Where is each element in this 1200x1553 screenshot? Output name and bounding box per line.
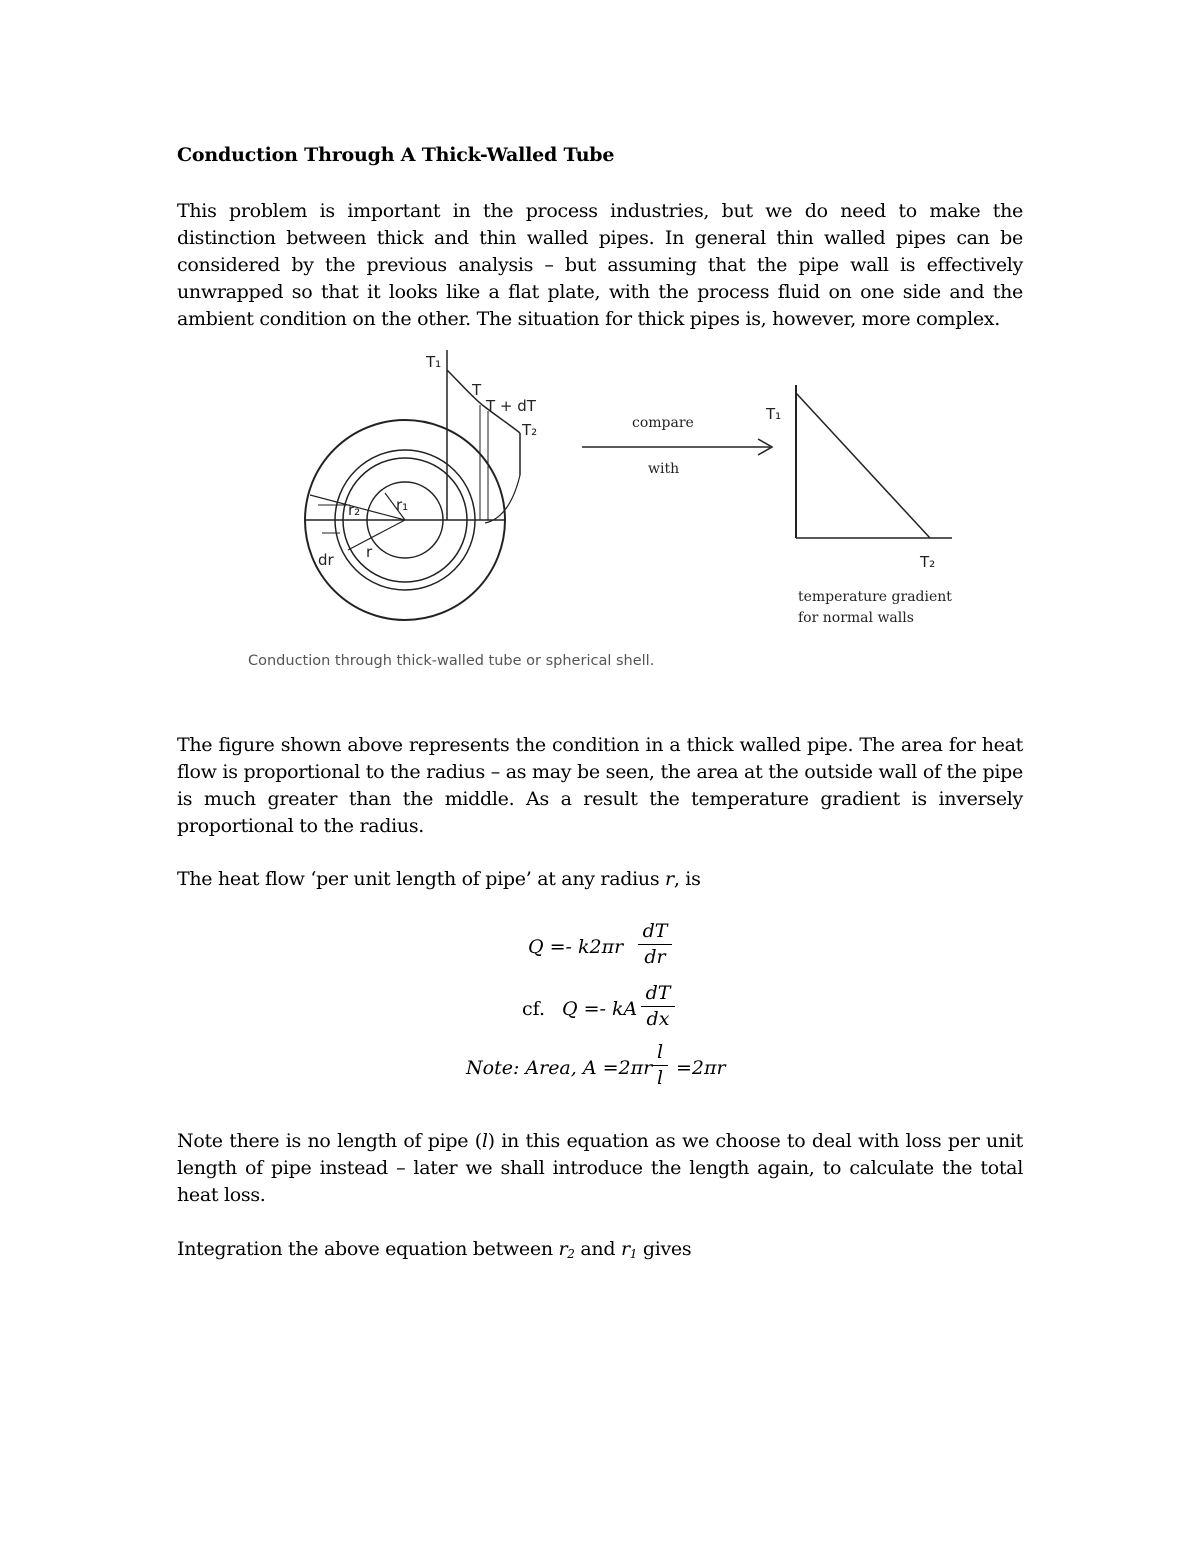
fraction-l-l: l l — [652, 1040, 668, 1091]
label-compare: compare — [632, 415, 694, 431]
note-length-paragraph: Note there is no length of pipe (l) in this equation as we choose to deal with loss per unit length of pipe instead – later we shall introduce the length again, to calculate the total heat loss. — [177, 1130, 1023, 1206]
thick-walled-tube-figure — [230, 345, 990, 685]
linear-gradient-line — [796, 393, 930, 538]
section-title: Conduction Through A Thick-Walled Tube — [177, 144, 615, 166]
label-gradient-line1: temperature gradient — [798, 589, 952, 605]
label-r: r — [366, 543, 373, 561]
integration-paragraph: Integration the above equation between $r_2$ and $r_1$ gives — [177, 1238, 692, 1261]
label-t2-right: T₂ — [920, 553, 936, 571]
label-dr: dr — [318, 551, 334, 569]
label-gradient-line2: for normal walls — [798, 610, 914, 626]
figure-caption: Conduction through thick-walled tube or spherical shell. — [248, 653, 655, 669]
label-r2: r₂ — [348, 501, 361, 519]
fraction-dt-dr: dT dr — [638, 919, 672, 970]
heat-flow-intro: The heat flow ‘per unit length of pipe’ at any radius r, is — [177, 868, 701, 890]
label-with: with — [648, 461, 680, 477]
fraction-dt-dx: dT dx — [641, 981, 675, 1032]
label-t-plus-dt: T + dT — [486, 397, 536, 415]
label-r1: r₁ — [396, 496, 409, 514]
label-t1-left: T₁ — [426, 353, 442, 371]
figure-explanation-paragraph: The figure shown above represents the condition in a thick walled pipe. The area for heat flow is proportional to the radius – as may be seen, the area at the outside wall of the pipe is much greater than the middle. As a result the temperature gradient is inversely proportional to the radius. — [177, 734, 1023, 837]
label-t: T — [472, 381, 482, 399]
label-t1-right: T₁ — [766, 405, 782, 423]
label-t2-left: T₂ — [522, 421, 538, 439]
intro-paragraph: This problem is important in the process industries, but we do need to make the distinction between thick and thin walled pipes. In general thin walled pipes can be considered by the previous analysis – but assuming that the pipe wall is effectively unwrapped so that it looks like a flat plate, with the process fluid on one side and the ambient condition on the other. The situation for thick pipes is, however, more complex. — [177, 200, 1023, 330]
